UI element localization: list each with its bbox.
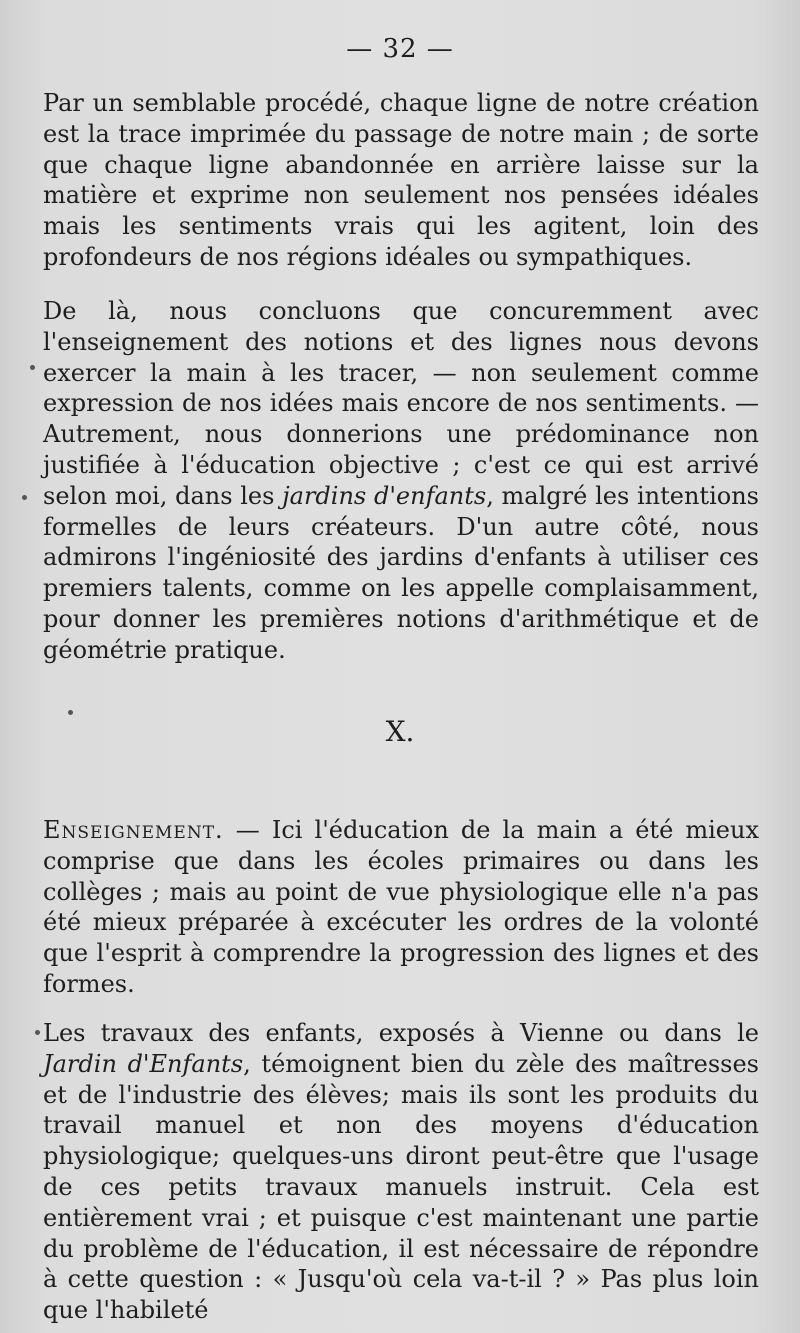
paragraph-3-text: — Ici l'éducation de la main a été mieux comprise que dans les écoles primaires ou dans les collèges ; mais au point de vue physiologique elle n'a pas été mieux préparée à excécuter les ordres de la volonté que l'esprit à comprendre la progression des lignes et des formes. [43, 816, 759, 998]
paragraph-3-lead: Enseignement. [43, 816, 224, 844]
paragraph-3 [43, 815, 759, 1000]
ink-speck [68, 710, 73, 715]
paragraph-2-text-a: De là, nous concluons que concuremment avec l'enseignement des notions et des lignes nous devons exercer la main à les tracer, — non seulement comme expression de nos idées mais encore de nos sentiments. — Autrement, nous donnerions une prédominance non justifiée à l'éducation objective ; c'est ce qui est arrivé selon moi, dans les [43, 297, 759, 510]
page-number: — 32 — [346, 34, 454, 64]
ink-speck [35, 1030, 40, 1035]
paragraph-2-italic: jardins d'enfants [282, 481, 487, 510]
paragraph-4-text-b: , témoignent bien du zèle des maîtresses et de l'industrie des élèves; mais ils sont les produits du travail manuel et non des moyens d'éducation physiologique; quelques-uns diront peut-être que l'usage de ces petits travaux manuels instruit. Cela est entièrement vrai ; et puisque c'est maintenant une partie du problème de l'éducation, il est nécessaire de répondre à cette question : « Jusqu'où cela va-t-il ? » Pas plus loin que l'habileté [43, 1049, 759, 1325]
ink-speck [30, 365, 35, 370]
paragraph-2-text-b: , malgré les intentions formelles de leurs créateurs. D'un autre côté, nous admirons l'ingéniosité des jardins d'enfants à utiliser ces premiers talents, comme on les appelle complaisamment, pour donner les premières notions d'arithmétique et de géométrie pratique. [43, 481, 759, 664]
paragraph-2 [43, 296, 759, 666]
paragraph-4-text-a: Les travaux des enfants, exposés à Vienne ou dans le [43, 1019, 759, 1047]
paragraph-4 [43, 1018, 759, 1326]
section-heading: X. [385, 715, 415, 748]
paragraph-1: Par un semblable procédé, chaque ligne de notre création est la trace imprimée du passage de notre main ; de sorte que chaque ligne abandonnée en arrière laisse sur la matière et exprime non seulement nos pensées idéales mais les sentiments vrais qui les agitent, loin des profondeurs de nos régions idéales ou sympathiques. [43, 89, 759, 271]
paragraph-4-italic: Jardin d'Enfants [43, 1049, 244, 1078]
ink-speck [22, 495, 27, 500]
